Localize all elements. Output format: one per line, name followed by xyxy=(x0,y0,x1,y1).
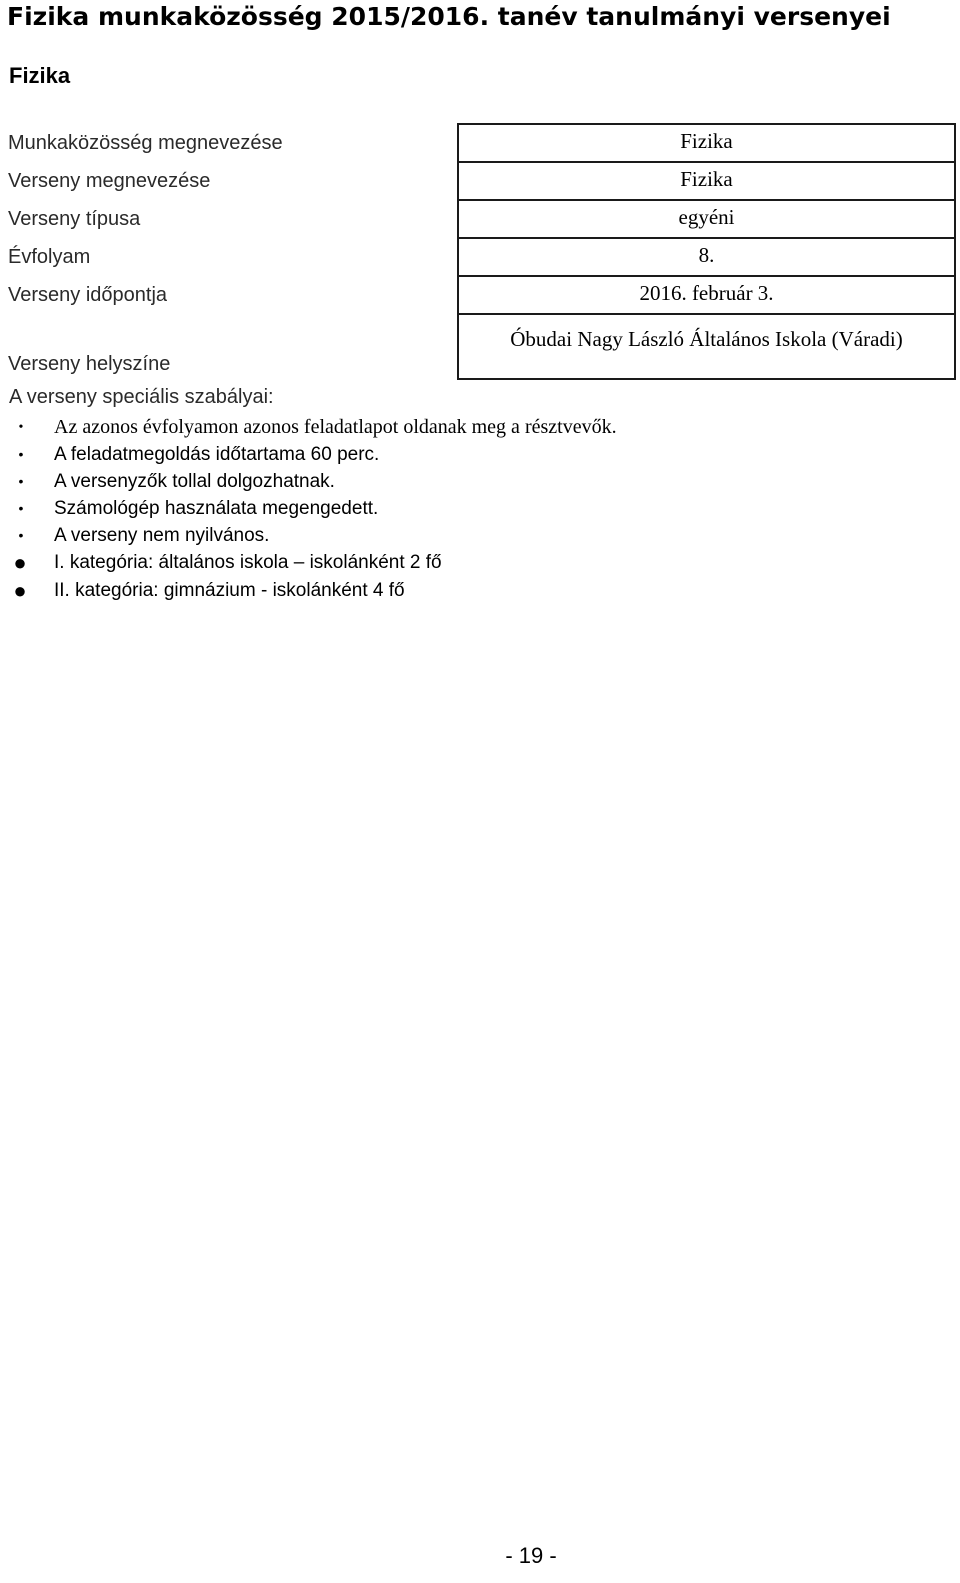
bullet-icon: • xyxy=(18,527,24,543)
row-value: Óbudai Nagy László Általános Iskola (Váradi) xyxy=(458,314,955,379)
table-row xyxy=(4,276,955,314)
list-item-text: II. kategória: gimnázium - iskolánként 4 fő xyxy=(54,580,405,601)
table-row xyxy=(4,314,955,379)
row-label: Verseny megnevezése xyxy=(8,170,211,192)
list-item-text: A feladatmegoldás időtartama 60 perc. xyxy=(54,444,380,465)
row-value: Fizika xyxy=(458,124,955,162)
row-value: 2016. február 3. xyxy=(458,276,955,314)
row-label: Évfolyam xyxy=(8,246,91,268)
row-value: Fizika xyxy=(458,162,955,200)
table-row xyxy=(4,238,955,276)
bullet-icon: ● xyxy=(13,550,27,575)
table-row xyxy=(4,162,955,200)
list-item-text: Számológép használata megengedett. xyxy=(54,498,379,519)
row-label: Verseny időpontja xyxy=(8,284,168,306)
rules-heading: A verseny speciális szabályai: xyxy=(9,386,274,408)
page-title: Fizika munkaközösség 2015/2016. tanév tanulmányi versenyei xyxy=(7,2,891,31)
row-value: 8. xyxy=(458,238,955,276)
bullet-icon: • xyxy=(18,446,24,462)
list-item xyxy=(0,495,617,522)
bullet-icon: ● xyxy=(13,578,27,603)
rules-list xyxy=(0,414,617,605)
list-item xyxy=(0,577,617,605)
page-number: - 19 - xyxy=(505,1543,557,1568)
list-item-text: I. kategória: általános iskola – iskolánként 2 fő xyxy=(54,552,442,573)
subject-heading: Fizika xyxy=(9,63,71,88)
list-item xyxy=(0,522,617,549)
row-label: Munkaközösség megnevezése xyxy=(8,132,283,154)
competition-info-table xyxy=(4,123,956,380)
bullet-icon: • xyxy=(18,500,24,516)
list-item xyxy=(0,549,617,577)
list-item xyxy=(0,441,617,468)
list-item-text: A versenyzők tollal dolgozhatnak. xyxy=(54,471,335,492)
list-item xyxy=(0,414,617,441)
row-label: Verseny típusa xyxy=(8,208,141,230)
table-row xyxy=(4,124,955,162)
row-label: Verseny helyszíne xyxy=(8,353,171,375)
bullet-icon: • xyxy=(18,473,24,489)
list-item-text: Az azonos évfolyamon azonos feladatlapot oldanak meg a résztvevők. xyxy=(54,416,617,438)
list-item xyxy=(0,468,617,495)
row-value: egyéni xyxy=(458,200,955,238)
list-item-text: A verseny nem nyilvános. xyxy=(54,525,270,546)
table-row xyxy=(4,200,955,238)
bullet-icon: • xyxy=(18,420,24,435)
